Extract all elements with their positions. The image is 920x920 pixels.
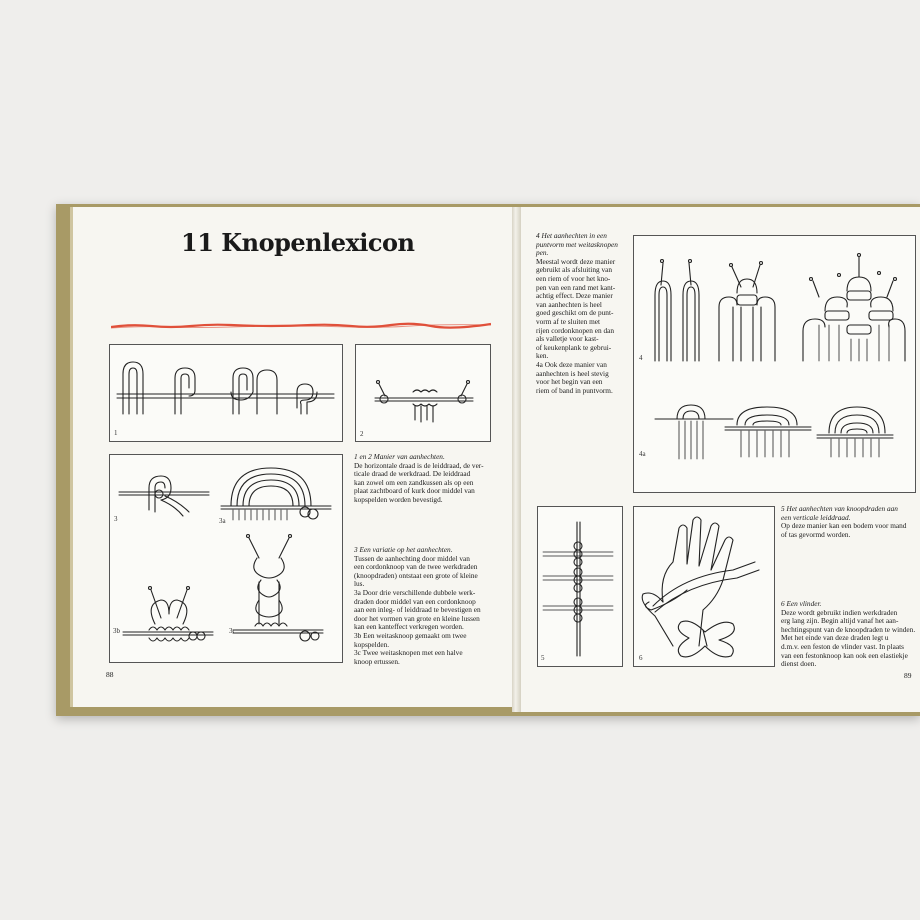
text-line: ken. bbox=[536, 351, 549, 361]
text-line: kan een kanteffect verkregen worden. bbox=[354, 622, 464, 632]
text-heading-5: 5 Het aanhechten van knoopdraden aan bbox=[781, 504, 898, 513]
figure-label-1: 1 bbox=[114, 429, 118, 437]
figure-5-drawing bbox=[537, 506, 621, 665]
figure-label-5: 5 bbox=[541, 654, 545, 662]
figure-label-4a: 4a bbox=[639, 450, 646, 458]
text-line: draden door middel van een cordonknoop bbox=[354, 596, 476, 606]
text-line: Tussen de aanhechting door middel van bbox=[354, 553, 470, 563]
text-heading-4: 4 Het aanhechten in een bbox=[536, 231, 607, 240]
text-line: vorm af te sluiten met bbox=[536, 316, 601, 326]
text-line: aanhechten is heel stevig bbox=[536, 368, 609, 378]
text-line: kopspelden. bbox=[354, 639, 390, 649]
text-line: een riem of voor het kno- bbox=[536, 273, 611, 283]
text-line: hechtingspunt van de knoopdraden te winden. bbox=[781, 624, 916, 634]
text-line: dienst doen. bbox=[781, 659, 817, 669]
text-line: Op deze manier kan een bodem voor mand bbox=[781, 521, 907, 531]
text-line: of keukenplank te gebrui- bbox=[536, 342, 612, 352]
chapter-title: 11 Knopenlexicon bbox=[181, 228, 415, 257]
text-line: plaat zachtboard of kurk door middel van bbox=[354, 486, 475, 496]
text-line: 4a Ook deze manier van bbox=[536, 359, 607, 369]
text-heading-6: 6 Een vlinder. bbox=[781, 599, 822, 608]
text-block-5 bbox=[781, 505, 917, 539]
text-line: kan zowel om een zandkussen als op een bbox=[354, 477, 474, 487]
text-line: 3b Een weitasknoop gemaakt om twee bbox=[354, 630, 467, 640]
figure-label-3b: 3b bbox=[113, 627, 120, 635]
text-heading-4: puntvorm met weitasknopen bbox=[536, 239, 618, 249]
text-line: aan een inleg- of leiddraad te bevestigen en bbox=[354, 605, 481, 615]
figure-4-drawing bbox=[633, 235, 914, 491]
text-line: riem of band in puntvorm. bbox=[536, 385, 613, 395]
text-block-3 bbox=[354, 546, 504, 666]
text-line: rijen cordonknopen en dan bbox=[536, 325, 615, 335]
text-line: voor het begin van een bbox=[536, 377, 603, 387]
text-line: kopspelden worden bevestigd. bbox=[354, 494, 443, 504]
text-heading-5: een verticale leiddraad. bbox=[781, 512, 851, 522]
text-block-6 bbox=[781, 600, 917, 669]
text-line: d.m.v. een feston de vlinder vast. In plaats bbox=[781, 641, 904, 651]
text-line: 3a Door drie verschillende dubbele werk- bbox=[354, 587, 476, 597]
decorative-red-line bbox=[111, 322, 491, 330]
figure-6-drawing bbox=[633, 506, 773, 665]
figure-label-3c: 3c bbox=[229, 627, 236, 635]
text-line: 3c Twee weitasknopen met een halve bbox=[354, 648, 463, 658]
text-heading-3: 3 Een variatie op het aanhechten. bbox=[354, 545, 453, 554]
figure-label-3: 3 bbox=[114, 515, 118, 523]
page-number-left: 88 bbox=[106, 670, 114, 679]
text-heading-4: pen. bbox=[536, 248, 549, 258]
text-line: De horizontale draad is de leiddraad, de ver- bbox=[354, 460, 484, 470]
figure-label-6: 6 bbox=[639, 654, 643, 662]
text-line: achtig effect. Deze manier bbox=[536, 291, 613, 301]
text-heading-1-2: 1 en 2 Manier van aanhechten. bbox=[354, 452, 445, 461]
text-line: (knoopdraden) ontstaat een grote of kleine bbox=[354, 570, 478, 580]
figure-label-2: 2 bbox=[360, 430, 364, 438]
text-line: van een festonknoop kan ook een elastiekje bbox=[781, 650, 908, 660]
text-line: lus. bbox=[354, 579, 365, 589]
text-line: goed geschikt om de punt- bbox=[536, 308, 614, 318]
figure-2-drawing bbox=[355, 344, 489, 440]
text-line: Meestal wordt deze manier bbox=[536, 256, 616, 266]
book-gutter bbox=[512, 207, 521, 712]
page-number-right: 89 bbox=[904, 671, 912, 680]
figure-1-drawing bbox=[109, 344, 341, 440]
text-block-1-2 bbox=[354, 453, 504, 505]
text-line: door het vormen van grote en kleine lussen bbox=[354, 613, 480, 623]
text-line: een cordonknoop van de twee werkdraden bbox=[354, 562, 478, 572]
text-line: knoop ertussen. bbox=[354, 656, 400, 666]
text-line: van aanhechten is heel bbox=[536, 299, 602, 309]
figure-3-drawing bbox=[109, 454, 341, 661]
text-block-4 bbox=[536, 232, 628, 395]
text-line: ticale draad de werkdraad. De leiddraad bbox=[354, 469, 471, 479]
text-line: erg lang zijn. Begin altijd vanaf het aan- bbox=[781, 616, 899, 626]
text-line: gebruikt als afsluiting van bbox=[536, 265, 612, 275]
text-line: pen van een rand met kant- bbox=[536, 282, 616, 292]
text-line: als valletje voor kast- bbox=[536, 334, 599, 344]
text-line: of tas gevormd worden. bbox=[781, 529, 851, 539]
figure-label-4: 4 bbox=[639, 354, 643, 362]
text-line: Met het einde van deze draden legt u bbox=[781, 633, 889, 643]
text-line: Deze wordt gebruikt indien werkdraden bbox=[781, 607, 898, 617]
figure-label-3a: 3a bbox=[219, 517, 226, 525]
